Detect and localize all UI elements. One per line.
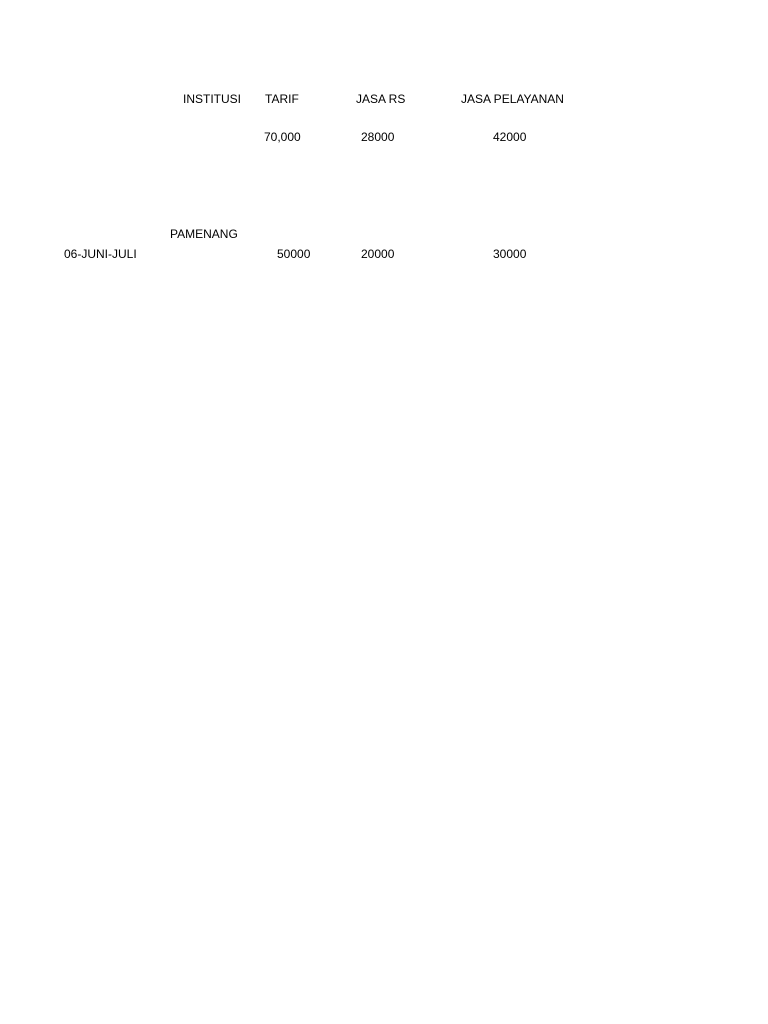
row1-jasa-pelayanan: 42000 — [493, 130, 527, 144]
row2-jasa-rs: 20000 — [361, 247, 395, 261]
row2-label: 06-JUNI-JULI — [64, 247, 137, 261]
header-institusi: INSTITUSI — [183, 92, 242, 106]
header-tarif: TARIF — [265, 92, 299, 106]
header-jasa-pelayanan: JASA PELAYANAN — [461, 92, 564, 106]
row1-jasa-rs: 28000 — [361, 130, 395, 144]
header-jasa-rs: JASA RS — [356, 92, 406, 106]
row2-institusi: PAMENANG — [170, 227, 238, 241]
row1-tarif: 70,000 — [264, 130, 301, 144]
row2-tarif: 50000 — [277, 247, 311, 261]
row2-jasa-pelayanan: 30000 — [493, 247, 527, 261]
